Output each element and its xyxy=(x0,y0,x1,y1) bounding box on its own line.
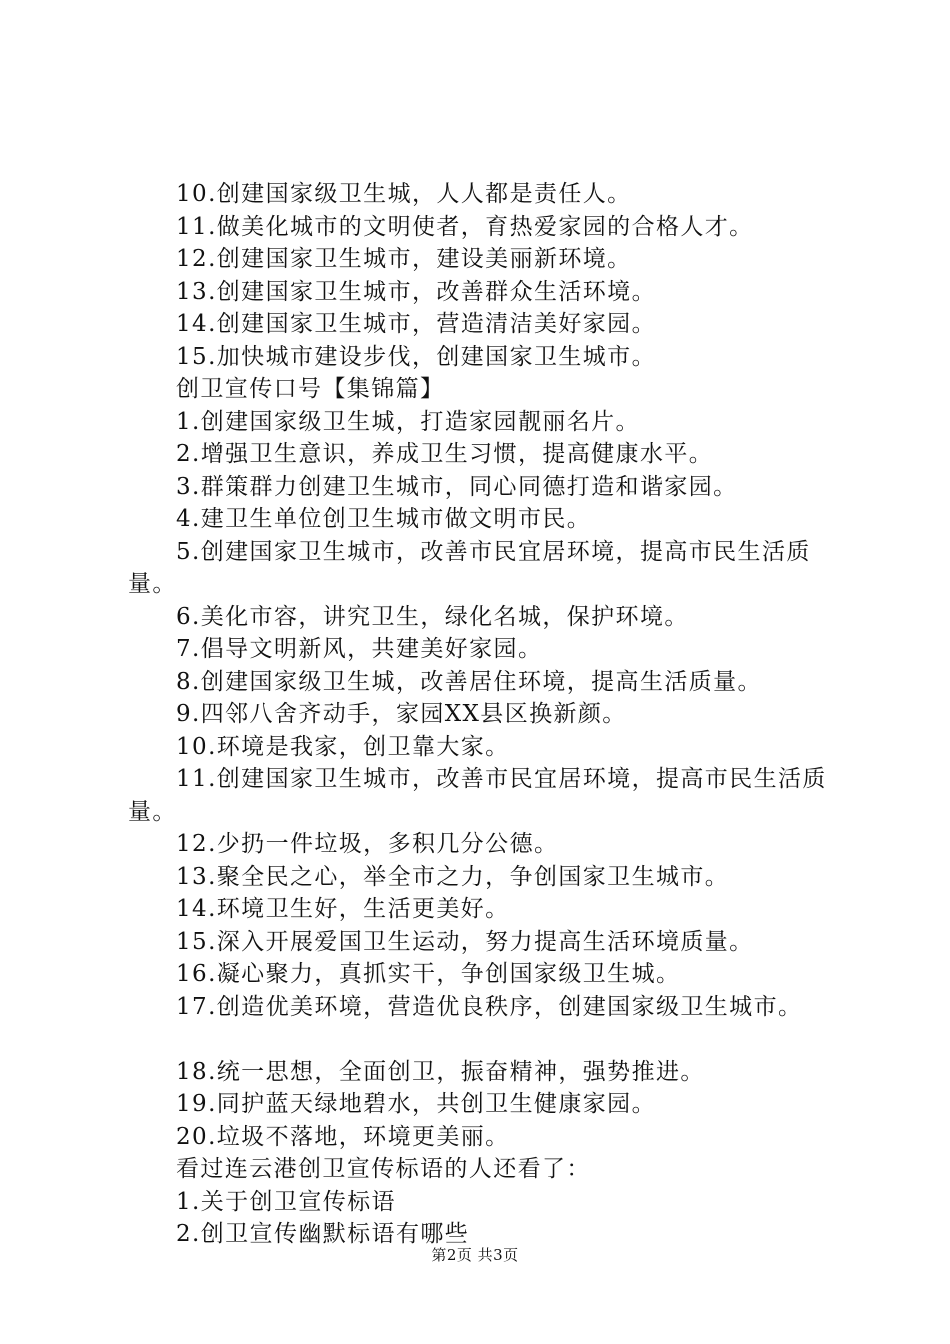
slogan-line: 8.创建国家级卫生城，改善居住环境，提高生活质量。 xyxy=(176,668,762,695)
section-heading: 创卫宣传口号【集锦篇】 xyxy=(176,376,445,402)
slogan-line: 9.四邻八舍齐动手，家园XX县区换新颜。 xyxy=(176,701,627,727)
slogan-line: 13.聚全民之心，举全市之力，争创国家卫生城市。 xyxy=(176,863,730,890)
slogan-line: 6.美化市容，讲究卫生，绿化名城，保护环境。 xyxy=(176,603,689,630)
slogan-line: 1.创建国家级卫生城，打造家园靓丽名片。 xyxy=(176,408,640,435)
slogan-line: 12.少扔一件垃圾，多积几分公德。 xyxy=(176,831,559,857)
slogan-line: 15.加快城市建设步伐，创建国家卫生城市。 xyxy=(176,343,656,370)
slogan-line: 16.凝心聚力，真抓实干，争创国家级卫生城。 xyxy=(176,961,681,987)
slogan-line: 5.创建国家卫生城市，改善市民宜居环境，提高市民生活质量。 xyxy=(128,538,811,597)
document-body xyxy=(128,178,838,1251)
page-number-footer: 第2页 共3页 xyxy=(431,1246,519,1264)
slogan-line: 2.增强卫生意识，养成卫生习惯，提高健康水平。 xyxy=(176,441,714,467)
related-heading: 看过连云港创卫宣传标语的人还看了： xyxy=(176,1156,591,1182)
slogan-line: 12.创建国家卫生城市，建设美丽新环境。 xyxy=(176,246,632,272)
related-link[interactable]: 2.创卫宣传幽默标语有哪些 xyxy=(176,1221,470,1247)
slogan-line: 3.群策群力创建卫生城市，同心同德打造和谐家园。 xyxy=(176,473,738,500)
slogan-line: 11.做美化城市的文明使者，育热爱家园的合格人才。 xyxy=(176,213,754,240)
slogan-line: 17.创造优美环境，营造优良秩序，创建国家级卫生城市。 xyxy=(176,993,803,1020)
slogan-line: 10.创建国家级卫生城，人人都是责任人。 xyxy=(176,181,632,207)
slogan-line: 14.创建国家卫生城市，营造清洁美好家园。 xyxy=(176,311,656,337)
slogan-line: 15.深入开展爱国卫生运动，努力提高生活环境质量。 xyxy=(176,928,754,955)
slogan-line: 4.建卫生单位创卫生城市做文明市民。 xyxy=(176,506,592,532)
related-link[interactable]: 1.关于创卫宣传标语 xyxy=(176,1188,396,1215)
slogan-line: 18.统一思想，全面创卫，振奋精神，强势推进。 xyxy=(176,1058,705,1085)
slogan-line: 7.倡导文明新风，共建美好家园。 xyxy=(176,636,543,662)
slogan-line: 20.垃圾不落地，环境更美丽。 xyxy=(176,1123,510,1150)
slogan-line: 19.同护蓝天绿地碧水，共创卫生健康家园。 xyxy=(176,1091,656,1117)
slogan-line: 11.创建国家卫生城市，改善市民宜居环境，提高市民生活质量。 xyxy=(128,766,827,825)
blank-line xyxy=(128,1023,838,1056)
slogan-line: 10.环境是我家，创卫靠大家。 xyxy=(176,733,510,760)
slogan-line: 14.环境卫生好，生活更美好。 xyxy=(176,896,510,922)
slogan-line: 13.创建国家卫生城市，改善群众生活环境。 xyxy=(176,278,656,305)
